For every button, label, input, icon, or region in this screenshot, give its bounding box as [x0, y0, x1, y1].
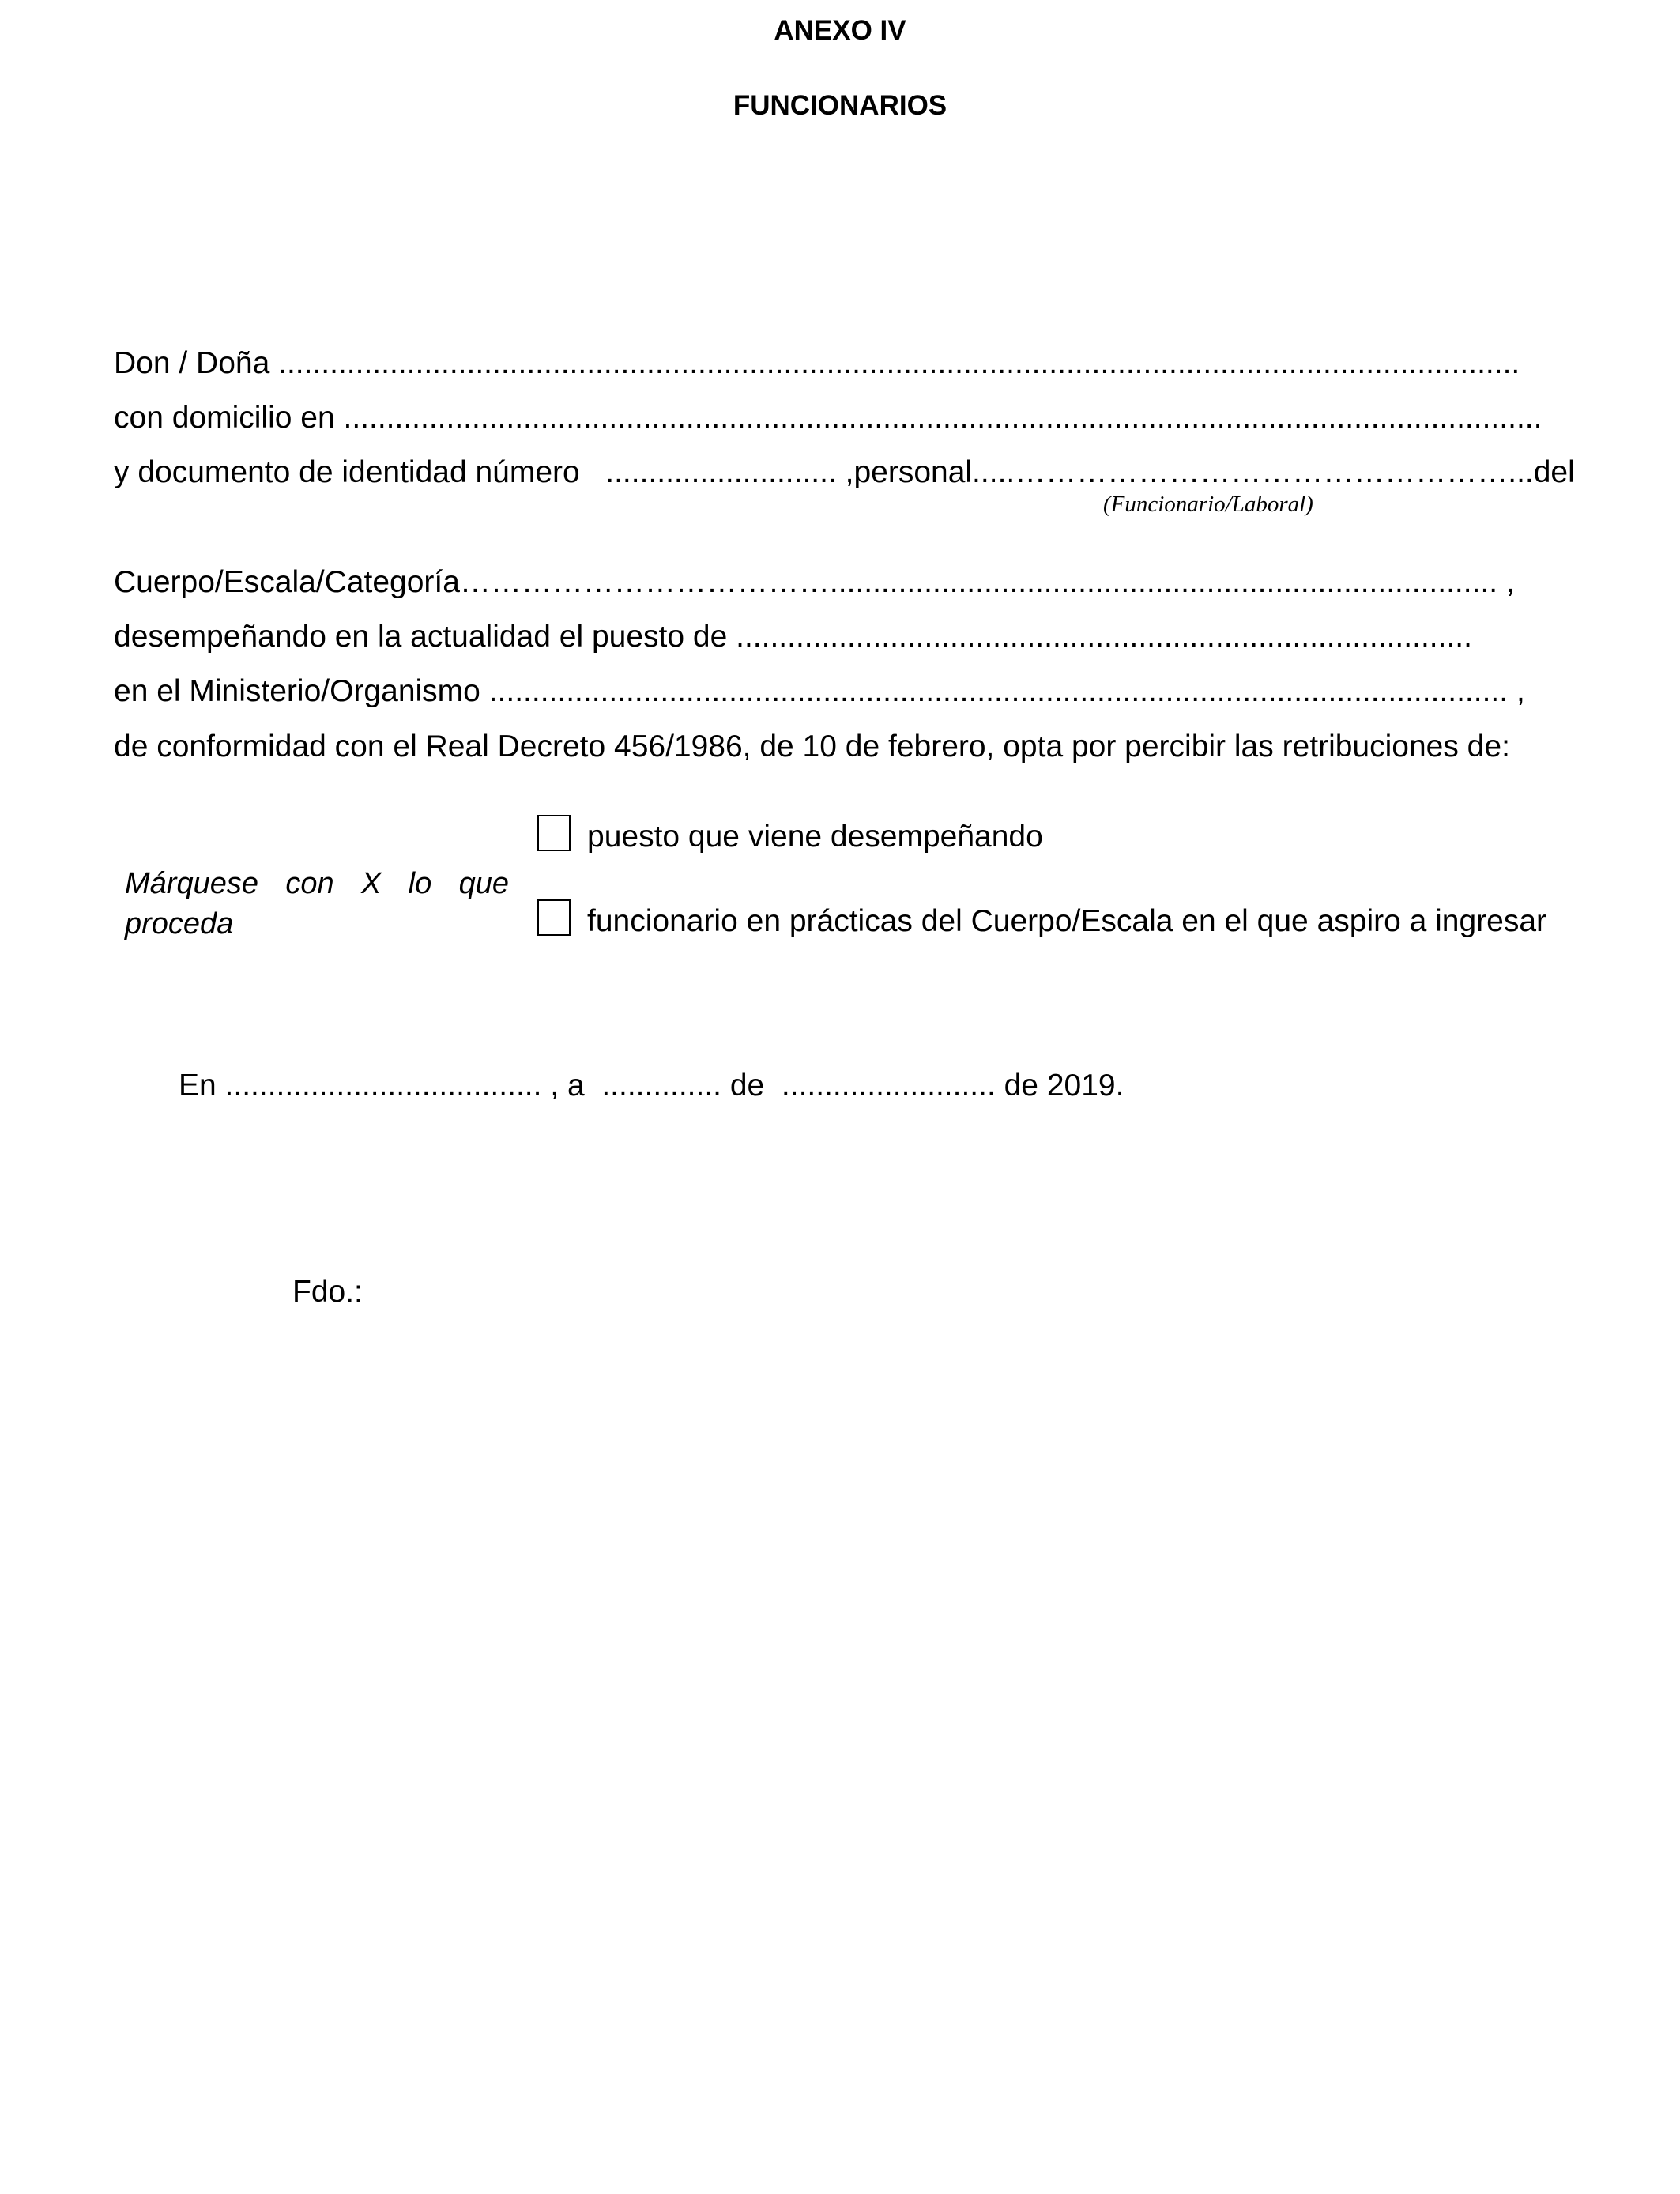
annex-title: ANEXO IV — [774, 15, 906, 46]
corps-line[interactable]: Cuerpo/Escala/Categoría……………………………….............................................................................. , — [114, 565, 1515, 599]
id-number-line[interactable]: y documento de identidad número ........................... ,personal.....…………………………………………...del — [114, 455, 1575, 489]
ministry-line[interactable]: en el Ministerio/Organismo ....................................................................................................................... , — [114, 674, 1525, 708]
document-subtitle: FUNCIONARIOS — [733, 90, 947, 121]
mark-instruction: Márquese con X lo que proceda — [125, 867, 509, 941]
option-trainee-checkbox[interactable] — [537, 899, 571, 936]
current-post-line[interactable]: desempeñando en la actualidad el puesto de ...................................................................................... — [114, 620, 1472, 654]
option-trainee-label: funcionario en prácticas del Cuerpo/Escala en el que aspiro a ingresar — [587, 904, 1547, 938]
decree-statement: de conformidad con el Real Decreto 456/1986, de 10 de febrero, opta por percibir las retribuciones de: — [114, 729, 1510, 763]
name-line[interactable]: Don / Doña ................................................................................................................................................. — [114, 346, 1520, 380]
address-line[interactable]: con domicilio en ............................................................................................................................................ — [114, 401, 1543, 435]
option-current-post-checkbox[interactable] — [537, 815, 571, 851]
staff-type-note: (Funcionario/Laboral) — [1103, 492, 1313, 517]
place-date-line[interactable]: En ..................................... , a .............. de ......................... de 2019. — [179, 1069, 1124, 1103]
option-current-post-label: puesto que viene desempeñando — [587, 820, 1043, 854]
signature-label: Fdo.: — [292, 1275, 363, 1309]
